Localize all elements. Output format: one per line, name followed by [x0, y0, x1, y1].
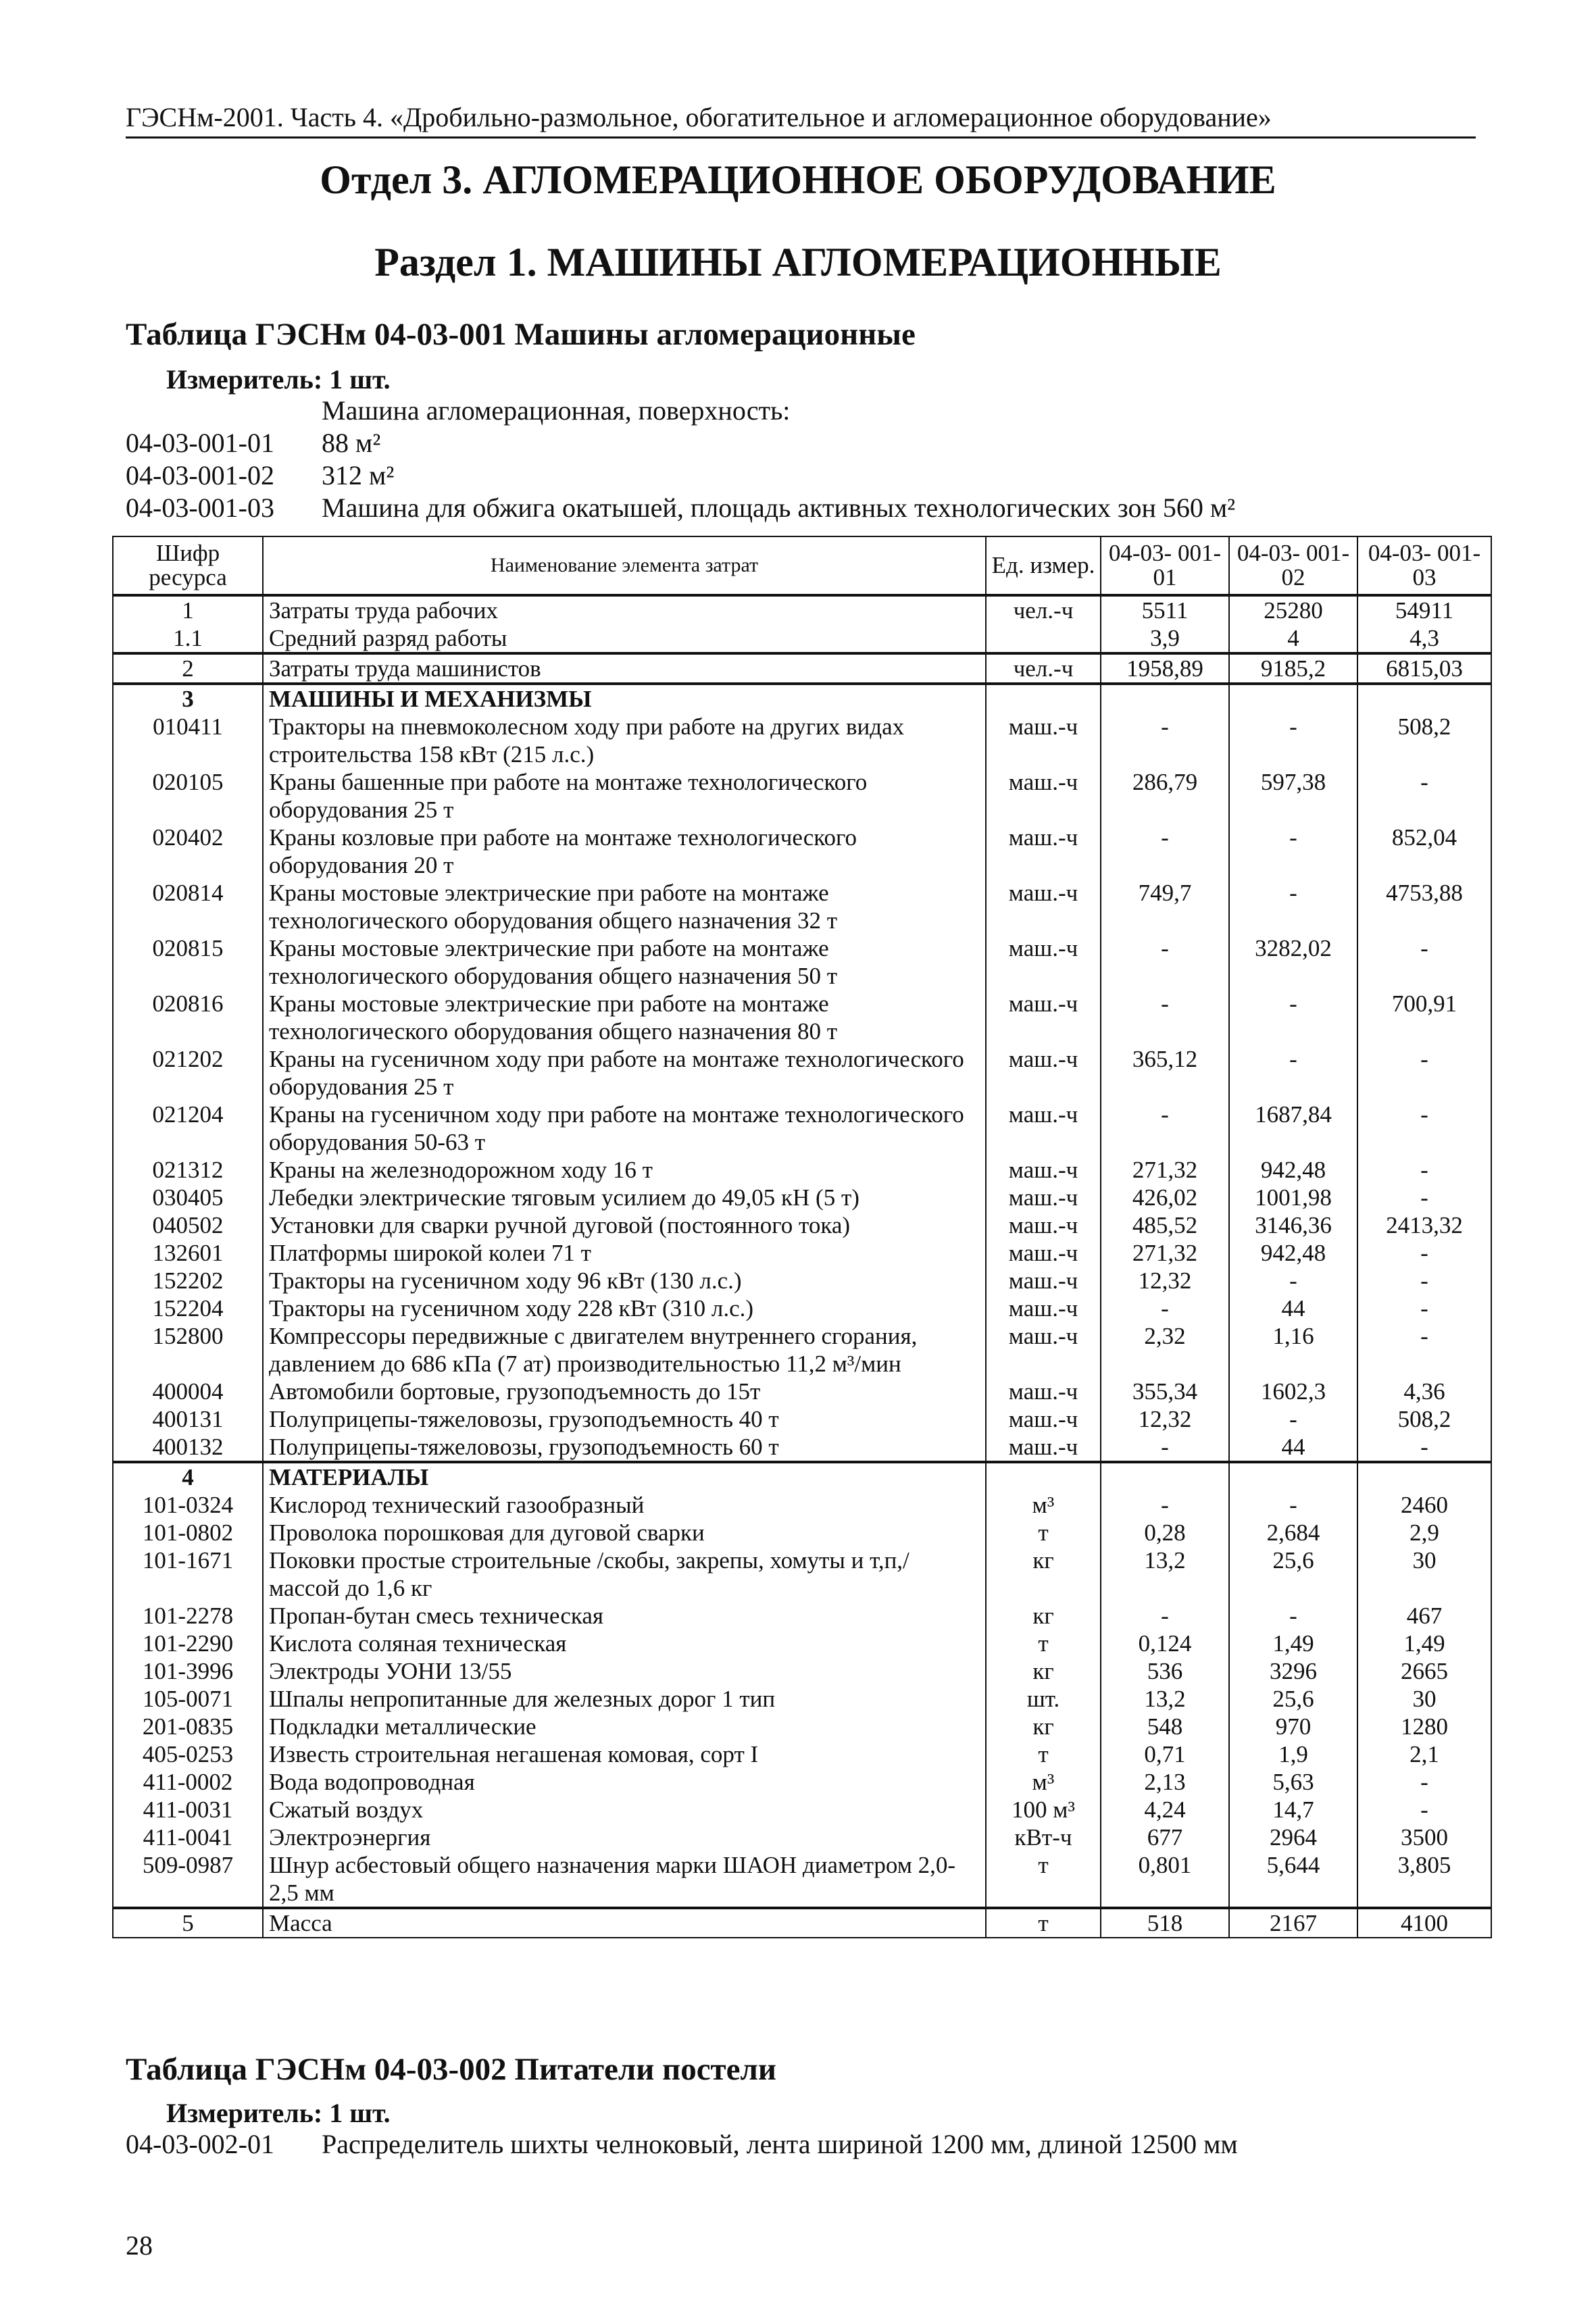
table-row [113, 1908, 1491, 1938]
value-cell-2: 3282,02 [1229, 934, 1357, 990]
unit-cell: маш.-ч [986, 1322, 1101, 1378]
cost-element-cell: Масса [263, 1908, 986, 1938]
resource-code-cell: 020105 [113, 768, 263, 824]
unit-cell: маш.-ч [986, 1405, 1101, 1433]
value-cell-1: - [1101, 1433, 1229, 1462]
table-row [113, 879, 1491, 934]
unit-cell: маш.-ч [986, 990, 1101, 1045]
cost-element-cell: Компрессоры передвижные с двигателем внутреннего сгорания, давлением до 686 кПа (7 ат) производительностью 11,2 м³/мин [263, 1322, 986, 1378]
value-cell-3: - [1357, 1045, 1491, 1101]
value-cell-1: 355,34 [1101, 1378, 1229, 1405]
value-cell-3: 2460 [1357, 1491, 1491, 1519]
value-cell-1: - [1101, 1294, 1229, 1322]
table-row [113, 713, 1491, 768]
resource-code-cell: 400131 [113, 1405, 263, 1433]
value-cell-3: 508,2 [1357, 713, 1491, 768]
empty-cell [986, 684, 1101, 713]
value-cell-3: 467 [1357, 1602, 1491, 1630]
cost-element-cell: Затраты труда рабочих [263, 595, 986, 624]
unit-cell: маш.-ч [986, 1267, 1101, 1294]
value-cell-2: 25,6 [1229, 1546, 1357, 1602]
value-cell-1: 0,801 [1101, 1851, 1229, 1908]
value-cell-1: 485,52 [1101, 1211, 1229, 1239]
resource-code-cell: 020402 [113, 824, 263, 879]
value-cell-2: 44 [1229, 1433, 1357, 1462]
resource-code-cell: 020814 [113, 879, 263, 934]
resource-code-cell: 201-0835 [113, 1713, 263, 1740]
value-cell-2: - [1229, 1602, 1357, 1630]
empty-cell [1101, 684, 1229, 713]
table-row [113, 1630, 1491, 1657]
section-heading-row [113, 684, 1491, 713]
resource-code-cell: 101-3996 [113, 1657, 263, 1685]
value-cell-1: 1958,89 [1101, 653, 1229, 684]
value-cell-1: 749,7 [1101, 879, 1229, 934]
table-row [113, 1851, 1491, 1908]
value-cell-3: - [1357, 934, 1491, 990]
variant-desc: 88 м² [322, 428, 381, 458]
value-cell-2: 1,16 [1229, 1322, 1357, 1378]
unit-cell: м³ [986, 1491, 1101, 1519]
value-cell-3: 6815,03 [1357, 653, 1491, 684]
table-row [113, 1740, 1491, 1768]
value-cell-3: 1280 [1357, 1713, 1491, 1740]
unit-cell: т [986, 1851, 1101, 1908]
table1-intro: Машина агломерационная, поверхность: [322, 395, 791, 426]
value-cell-3: - [1357, 1294, 1491, 1322]
value-cell-1: 2,13 [1101, 1768, 1229, 1796]
empty-cell [1229, 1462, 1357, 1491]
resource-code-cell: 021202 [113, 1045, 263, 1101]
value-cell-3: 54911 [1357, 595, 1491, 624]
resource-code-cell: 101-1671 [113, 1546, 263, 1602]
header-col-3: 04-03- 001-03 [1357, 536, 1491, 595]
table-section [113, 653, 1491, 684]
cost-element-cell: Платформы широкой колеи 71 т [263, 1239, 986, 1267]
unit-cell: чел.-ч [986, 595, 1101, 624]
table-row [113, 1045, 1491, 1101]
cost-element-cell: Тракторы на гусеничном ходу 96 кВт (130 л.с.) [263, 1267, 986, 1294]
value-cell-3: - [1357, 1239, 1491, 1267]
empty-cell [1101, 1462, 1229, 1491]
value-cell-1: - [1101, 1491, 1229, 1519]
table-row [113, 653, 1491, 684]
section-heading: МАТЕРИАЛЫ [263, 1462, 986, 1491]
resource-code-cell: 132601 [113, 1239, 263, 1267]
cost-element-cell: Автомобили бортовые, грузоподъемность до 15т [263, 1378, 986, 1405]
value-cell-3: 852,04 [1357, 824, 1491, 879]
unit-cell: кг [986, 1657, 1101, 1685]
value-cell-3: 1,49 [1357, 1630, 1491, 1657]
unit-cell: маш.-ч [986, 713, 1101, 768]
unit-cell: маш.-ч [986, 1239, 1101, 1267]
value-cell-1: 2,32 [1101, 1322, 1229, 1378]
unit-cell: маш.-ч [986, 1294, 1101, 1322]
table-row [113, 1796, 1491, 1823]
value-cell-3: 4100 [1357, 1908, 1491, 1938]
resource-code-cell: 020815 [113, 934, 263, 990]
unit-cell: маш.-ч [986, 1156, 1101, 1184]
value-cell-2: 9185,2 [1229, 653, 1357, 684]
value-cell-1: - [1101, 713, 1229, 768]
table-row [113, 1519, 1491, 1546]
table-row [113, 990, 1491, 1045]
empty-cell [1357, 1462, 1491, 1491]
table-section [113, 684, 1491, 1462]
value-cell-2: - [1229, 1267, 1357, 1294]
value-cell-1: 271,32 [1101, 1156, 1229, 1184]
unit-cell: 100 м³ [986, 1796, 1101, 1823]
table-row [113, 1184, 1491, 1211]
cost-element-cell: Краны мостовые электрические при работе на монтаже технологического оборудования общего назначения 32 т [263, 879, 986, 934]
resource-code-cell: 152800 [113, 1322, 263, 1378]
value-cell-2: 942,48 [1229, 1156, 1357, 1184]
resource-code-cell: 101-2278 [113, 1602, 263, 1630]
value-cell-2: 5,644 [1229, 1851, 1357, 1908]
value-cell-2: - [1229, 879, 1357, 934]
resource-code-cell: 405-0253 [113, 1740, 263, 1768]
value-cell-2: - [1229, 713, 1357, 768]
value-cell-1: 12,32 [1101, 1405, 1229, 1433]
resource-code-cell: 411-0002 [113, 1768, 263, 1796]
value-cell-3: 4,36 [1357, 1378, 1491, 1405]
table-row [113, 1101, 1491, 1156]
cost-element-cell: Пропан-бутан смесь техническая [263, 1602, 986, 1630]
value-cell-1: 0,71 [1101, 1740, 1229, 1768]
table-row [113, 1267, 1491, 1294]
cost-element-cell: Подкладки металлические [263, 1713, 986, 1740]
table-header [113, 536, 1491, 595]
value-cell-1: - [1101, 1101, 1229, 1156]
value-cell-3: 3,805 [1357, 1851, 1491, 1908]
unit-cell: маш.-ч [986, 1433, 1101, 1462]
value-cell-2: 44 [1229, 1294, 1357, 1322]
table-row [113, 1322, 1491, 1378]
value-cell-3: - [1357, 1101, 1491, 1156]
cost-element-cell: Известь строительная негашеная комовая, сорт I [263, 1740, 986, 1768]
resource-code-cell: 101-2290 [113, 1630, 263, 1657]
resource-code-cell: 400132 [113, 1433, 263, 1462]
unit-cell: кг [986, 1713, 1101, 1740]
unit-cell: маш.-ч [986, 1101, 1101, 1156]
value-cell-2: 1602,3 [1229, 1378, 1357, 1405]
value-cell-3: - [1357, 1156, 1491, 1184]
cost-element-cell: Электроды УОНИ 13/55 [263, 1657, 986, 1685]
table-row [113, 595, 1491, 624]
cost-element-cell: Кислота соляная техническая [263, 1630, 986, 1657]
value-cell-2: 2964 [1229, 1823, 1357, 1851]
value-cell-1: 12,32 [1101, 1267, 1229, 1294]
resource-table [112, 536, 1492, 1938]
table-row [113, 1602, 1491, 1630]
value-cell-3: 2,1 [1357, 1740, 1491, 1768]
resource-code-cell: 152202 [113, 1267, 263, 1294]
running-head: ГЭСНм-2001. Часть 4. «Дробильно-размольное, обогатительное и агломерационное оборудование» [126, 101, 1476, 139]
value-cell-1: - [1101, 824, 1229, 879]
unit-cell: т [986, 1908, 1101, 1938]
section-heading: МАШИНЫ И МЕХАНИЗМЫ [263, 684, 986, 713]
unit-cell [986, 624, 1101, 653]
unit-cell: т [986, 1630, 1101, 1657]
table-row [113, 768, 1491, 824]
cost-element-cell: Кислород технический газообразный [263, 1491, 986, 1519]
cost-element-cell: Лебедки электрические тяговым усилием до 49,05 кН (5 т) [263, 1184, 986, 1211]
value-cell-2: 3146,36 [1229, 1211, 1357, 1239]
table-row [113, 1657, 1491, 1685]
value-cell-3: - [1357, 1768, 1491, 1796]
unit-cell: м³ [986, 1768, 1101, 1796]
resource-code-cell: 1 [113, 595, 263, 624]
resource-code-cell: 010411 [113, 713, 263, 768]
header-resource-code: Шифр ресурса [113, 536, 263, 595]
table-row [113, 1768, 1491, 1796]
empty-cell [1229, 684, 1357, 713]
value-cell-2: 2,684 [1229, 1519, 1357, 1546]
resource-code-cell: 101-0324 [113, 1491, 263, 1519]
table-row [113, 1156, 1491, 1184]
resource-code-cell: 509-0987 [113, 1851, 263, 1908]
page-number: 28 [126, 2230, 153, 2261]
value-cell-2: 970 [1229, 1713, 1357, 1740]
value-cell-2: 3296 [1229, 1657, 1357, 1685]
header-col-2: 04-03- 001-02 [1229, 536, 1357, 595]
resource-code-cell: 021312 [113, 1156, 263, 1184]
section-number: 3 [113, 684, 263, 713]
value-cell-3: - [1357, 1433, 1491, 1462]
variant-code: 04-03-001-03 [126, 493, 274, 523]
table-row [113, 1239, 1491, 1267]
unit-cell: маш.-ч [986, 768, 1101, 824]
resource-code-cell: 411-0041 [113, 1823, 263, 1851]
value-cell-1: 677 [1101, 1823, 1229, 1851]
value-cell-1: 548 [1101, 1713, 1229, 1740]
value-cell-3: - [1357, 768, 1491, 824]
table-section [113, 1908, 1491, 1938]
unit-cell: маш.-ч [986, 1045, 1101, 1101]
value-cell-2: 2167 [1229, 1908, 1357, 1938]
value-cell-1: 426,02 [1101, 1184, 1229, 1211]
header-col-1: 04-03- 001-01 [1101, 536, 1229, 595]
variant-code: 04-03-001-02 [126, 460, 274, 491]
unit-cell: кВт-ч [986, 1823, 1101, 1851]
resource-code-cell: 030405 [113, 1184, 263, 1211]
department-title: Отдел 3. АГЛОМЕРАЦИОННОЕ ОБОРУДОВАНИЕ [320, 157, 1276, 202]
table1-unit: Измеритель: 1 шт. [166, 364, 391, 395]
value-cell-2: 1,49 [1229, 1630, 1357, 1657]
cost-element-cell: Краны на гусеничном ходу при работе на монтаже технологического оборудования 50-63 т [263, 1101, 986, 1156]
resource-code-cell: 105-0071 [113, 1685, 263, 1713]
value-cell-1: 365,12 [1101, 1045, 1229, 1101]
empty-cell [986, 1462, 1101, 1491]
cost-element-cell: Шпалы непропитанные для железных дорог 1 тип [263, 1685, 986, 1713]
value-cell-1: 286,79 [1101, 768, 1229, 824]
section-heading-row [113, 1462, 1491, 1491]
table-row [113, 824, 1491, 879]
value-cell-2: - [1229, 1405, 1357, 1433]
value-cell-3: 508,2 [1357, 1405, 1491, 1433]
value-cell-2: 1687,84 [1229, 1101, 1357, 1156]
value-cell-1: 3,9 [1101, 624, 1229, 653]
table-row [113, 1294, 1491, 1322]
cost-element-cell: Краны на гусеничном ходу при работе на монтаже технологического оборудования 25 т [263, 1045, 986, 1101]
table-section [113, 1462, 1491, 1908]
value-cell-2: 4 [1229, 624, 1357, 653]
unit-cell: маш.-ч [986, 1184, 1101, 1211]
value-cell-2: - [1229, 1491, 1357, 1519]
cost-element-cell: Краны на железнодорожном ходу 16 т [263, 1156, 986, 1184]
unit-cell: кг [986, 1546, 1101, 1602]
cost-element-cell: Краны мостовые электрические при работе на монтаже технологического оборудования общего назначения 50 т [263, 934, 986, 990]
value-cell-1: 13,2 [1101, 1685, 1229, 1713]
table-row [113, 1378, 1491, 1405]
value-cell-1: 5511 [1101, 595, 1229, 624]
value-cell-3: - [1357, 1322, 1491, 1378]
value-cell-2: - [1229, 1045, 1357, 1101]
value-cell-3: 3500 [1357, 1823, 1491, 1851]
variant-desc: 312 м² [322, 460, 395, 491]
variant-desc: Машина для обжига окатышей, площадь активных технологических зон 560 м² [322, 493, 1236, 523]
table-row [113, 624, 1491, 653]
cost-element-cell: Полуприцепы-тяжеловозы, грузоподъемность 60 т [263, 1433, 986, 1462]
value-cell-2: 25280 [1229, 595, 1357, 624]
table-section [113, 595, 1491, 653]
cost-element-cell: Затраты труда машинистов [263, 653, 986, 684]
table-row [113, 1685, 1491, 1713]
unit-cell: маш.-ч [986, 1211, 1101, 1239]
value-cell-1: - [1101, 934, 1229, 990]
cost-element-cell: Поковки простые строительные /скобы, закрепы, хомуты и т,п,/ массой до 1,6 кг [263, 1546, 986, 1602]
value-cell-3: 30 [1357, 1685, 1491, 1713]
resource-code-cell: 5 [113, 1908, 263, 1938]
table2-caption: Таблица ГЭСНм 04-03-002 Питатели постели [126, 2052, 776, 2087]
cost-element-cell: Краны башенные при работе на монтаже технологического оборудования 25 т [263, 768, 986, 824]
resource-code-cell: 020816 [113, 990, 263, 1045]
value-cell-3: 4753,88 [1357, 879, 1491, 934]
resource-code-cell: 2 [113, 653, 263, 684]
table2-variant-code: 04-03-002-01 [126, 2129, 274, 2159]
table-row [113, 1405, 1491, 1433]
value-cell-1: 0,28 [1101, 1519, 1229, 1546]
cost-element-cell: Вода водопроводная [263, 1768, 986, 1796]
table-row [113, 1491, 1491, 1519]
value-cell-2: 942,48 [1229, 1239, 1357, 1267]
value-cell-2: 1,9 [1229, 1740, 1357, 1768]
section-number: 4 [113, 1462, 263, 1491]
resource-code-cell: 411-0031 [113, 1796, 263, 1823]
table-row [113, 1546, 1491, 1602]
value-cell-3: 30 [1357, 1546, 1491, 1602]
value-cell-1: 13,2 [1101, 1546, 1229, 1602]
value-cell-2: - [1229, 824, 1357, 879]
cost-element-cell: Тракторы на пневмоколесном ходу при работе на других видах строительства 158 кВт (215 л.с.) [263, 713, 986, 768]
cost-element-cell: Краны мостовые электрические при работе на монтаже технологического оборудования общего назначения 80 т [263, 990, 986, 1045]
table-row [113, 1211, 1491, 1239]
value-cell-1: 518 [1101, 1908, 1229, 1938]
table1-caption: Таблица ГЭСНм 04-03-001 Машины агломерационные [126, 317, 916, 352]
resource-code-cell: 040502 [113, 1211, 263, 1239]
value-cell-2: 14,7 [1229, 1796, 1357, 1823]
resource-code-cell: 101-0802 [113, 1519, 263, 1546]
value-cell-1: 271,32 [1101, 1239, 1229, 1267]
unit-cell: т [986, 1519, 1101, 1546]
value-cell-1: 4,24 [1101, 1796, 1229, 1823]
table-row [113, 1433, 1491, 1462]
resource-code-cell: 152204 [113, 1294, 263, 1322]
value-cell-2: 1001,98 [1229, 1184, 1357, 1211]
cost-element-cell: Тракторы на гусеничном ходу 228 кВт (310 л.с.) [263, 1294, 986, 1322]
value-cell-3: 2,9 [1357, 1519, 1491, 1546]
value-cell-1: - [1101, 990, 1229, 1045]
value-cell-1: 0,124 [1101, 1630, 1229, 1657]
header-unit: Ед. измер. [986, 536, 1101, 595]
value-cell-2: 5,63 [1229, 1768, 1357, 1796]
table-row [113, 1713, 1491, 1740]
resource-code-cell: 400004 [113, 1378, 263, 1405]
variant-code: 04-03-001-01 [126, 428, 274, 458]
value-cell-2: 597,38 [1229, 768, 1357, 824]
unit-cell: маш.-ч [986, 1378, 1101, 1405]
value-cell-3: - [1357, 1184, 1491, 1211]
cost-element-cell: Установки для сварки ручной дуговой (постоянного тока) [263, 1211, 986, 1239]
table-row [113, 934, 1491, 990]
unit-cell: маш.-ч [986, 824, 1101, 879]
value-cell-2: 25,6 [1229, 1685, 1357, 1713]
value-cell-1: 536 [1101, 1657, 1229, 1685]
value-cell-1: - [1101, 1602, 1229, 1630]
cost-element-cell: Проволока порошковая для дуговой сварки [263, 1519, 986, 1546]
cost-element-cell: Шнур асбестовый общего назначения марки ШАОН диаметром 2,0-2,5 мм [263, 1851, 986, 1908]
value-cell-2: - [1229, 990, 1357, 1045]
cost-element-cell: Электроэнергия [263, 1823, 986, 1851]
value-cell-3: - [1357, 1796, 1491, 1823]
unit-cell: шт. [986, 1685, 1101, 1713]
value-cell-3: 4,3 [1357, 624, 1491, 653]
unit-cell: т [986, 1740, 1101, 1768]
table-row [113, 1823, 1491, 1851]
value-cell-3: - [1357, 1267, 1491, 1294]
table2-unit: Измеритель: 1 шт. [166, 2098, 391, 2128]
empty-cell [1357, 684, 1491, 713]
unit-cell: маш.-ч [986, 934, 1101, 990]
cost-element-cell: Краны козловые при работе на монтаже технологического оборудования 20 т [263, 824, 986, 879]
table2-variant-desc: Распределитель шихты челноковый, лента шириной 1200 мм, длиной 12500 мм [322, 2129, 1238, 2159]
unit-cell: кг [986, 1602, 1101, 1630]
cost-element-cell: Средний разряд работы [263, 624, 986, 653]
unit-cell: маш.-ч [986, 879, 1101, 934]
resource-code-cell: 021204 [113, 1101, 263, 1156]
cost-element-cell: Полуприцепы-тяжеловозы, грузоподъемность 40 т [263, 1405, 986, 1433]
section-title: Раздел 1. МАШИНЫ АГЛОМЕРАЦИОННЫЕ [374, 240, 1222, 284]
value-cell-3: 2665 [1357, 1657, 1491, 1685]
resource-code-cell: 1.1 [113, 624, 263, 653]
value-cell-3: 2413,32 [1357, 1211, 1491, 1239]
cost-element-cell: Сжатый воздух [263, 1796, 986, 1823]
header-cost-element: Наименование элемента затрат [263, 536, 986, 595]
value-cell-3: 700,91 [1357, 990, 1491, 1045]
unit-cell: чел.-ч [986, 653, 1101, 684]
